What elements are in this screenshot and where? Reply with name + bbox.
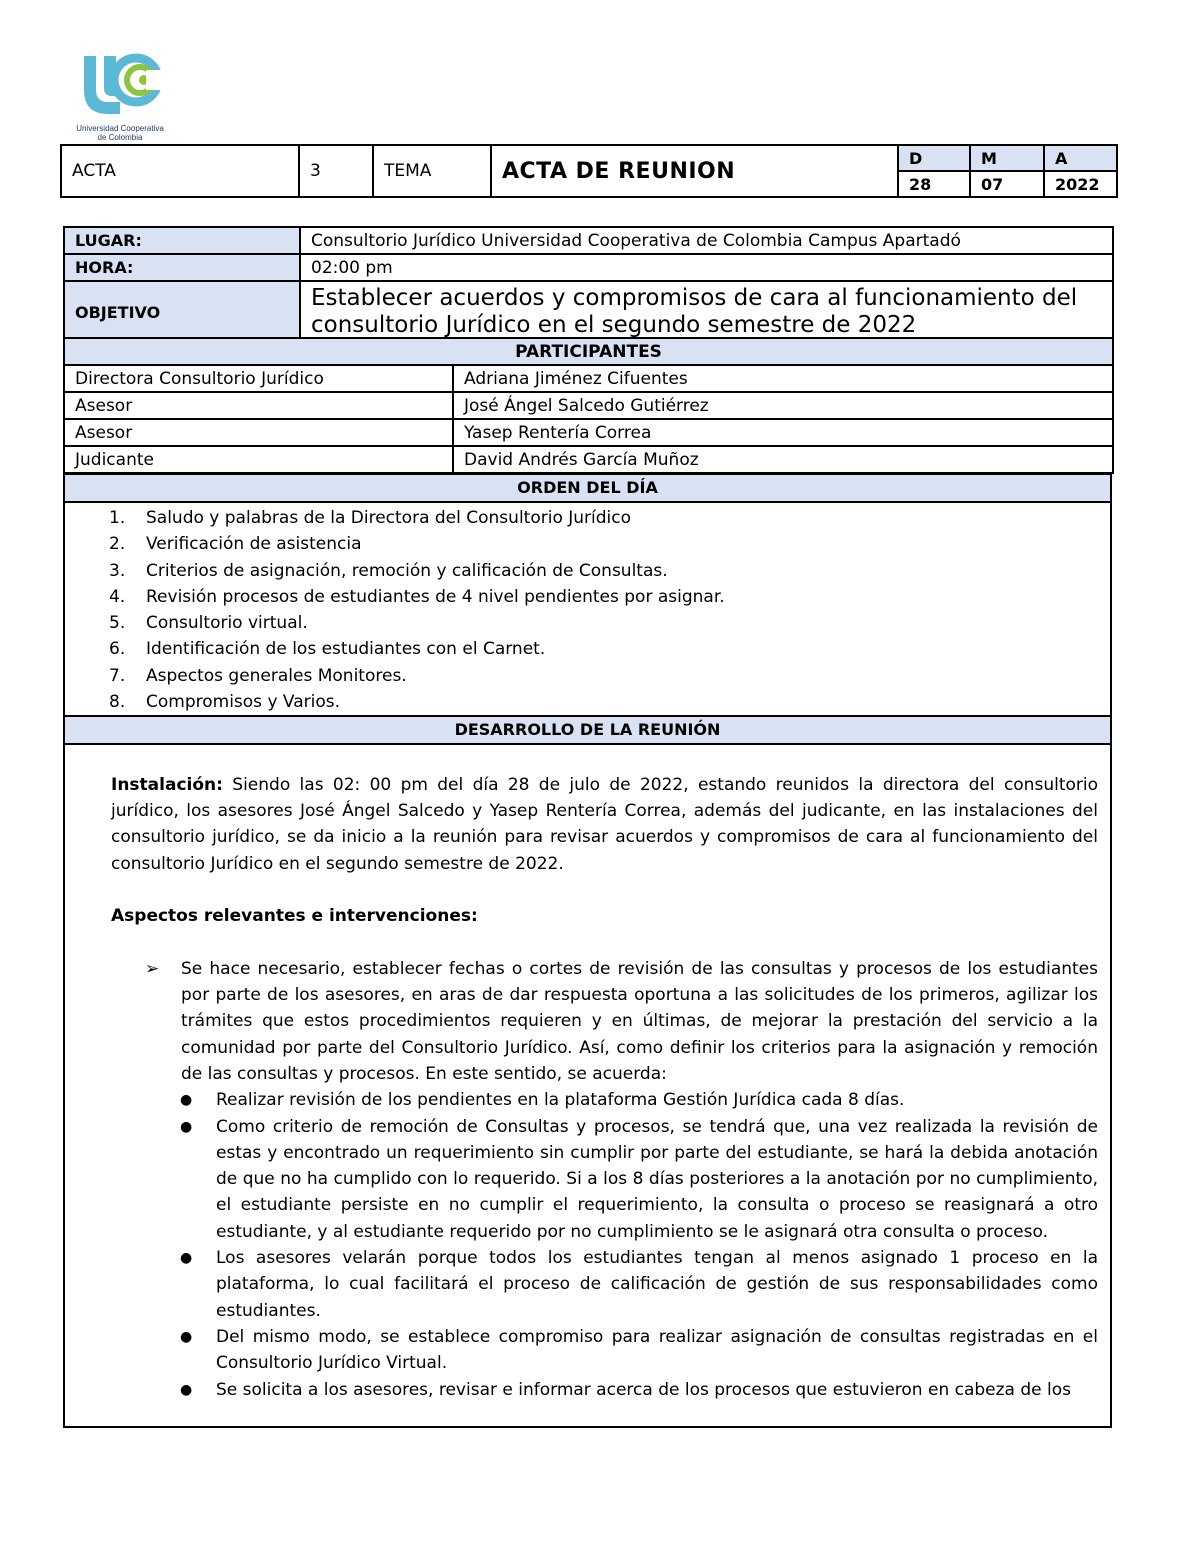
participant-role: Asesor — [64, 392, 453, 419]
agenda-item-text: Criterios de asignación, remoción y calificación de Consultas. — [146, 560, 668, 581]
participant-name: José Ángel Salcedo Gutiérrez — [453, 392, 1113, 419]
agenda-title: ORDEN DEL DÍA — [65, 475, 1110, 503]
agenda-item-number: 8. — [109, 692, 126, 713]
agenda-item-text: Revisión procesos de estudiantes de 4 nivel pendientes por asignar. — [146, 586, 725, 607]
agenda-item-text: Saludo y palabras de la Directora del Consultorio Jurídico — [146, 508, 632, 528]
agenda-item-text: Identificación de los estudiantes con el Carnet. — [146, 639, 546, 660]
agenda-item-number: 6. — [109, 639, 126, 660]
agreement-item: ● Realizar revisión de los pendientes en la plataforma Gestión Jurídica cada 8 días. — [216, 1087, 1098, 1113]
agenda-item-number: 3. — [109, 560, 126, 581]
lugar-label: LUGAR: — [64, 227, 300, 254]
tema-label: TEMA — [373, 145, 491, 197]
participant-role: Asesor — [64, 419, 453, 446]
arrow-item-text: Se hace necesario, establecer fechas o cortes de revisión de las consultas y procesos de los estudiantes por parte de los asesores, en aras de dar respuesta oportuna a las solicitudes de los primeros, agilizar los trámites que estos procedimientos requieren y en últimas, de mejorar la prestación del servicio a la comunidad por parte del Consultorio Jurídico. Así, como definir los criterios para la asignación y remoción de las consultas y procesos. En este sentido, se acuerda: — [181, 958, 1098, 1084]
arrow-item — [111, 956, 1098, 1087]
agenda-item-text: Compromisos y Varios. — [146, 692, 341, 713]
agenda-item — [65, 610, 1110, 636]
installation-text: Siendo las 02: 00 pm del día 28 de julo de 2022, estando reunidos la directora del consultorio jurídico, los asesores José Ángel Salcedo y Yasep Rentería Correa, además del judicante, en las instalaciones del consultorio jurídico, se da inicio a la reunión para revisar acuerdos y compromisos de cara al funcionamiento del consultorio Jurídico en el segundo semestre de 2022. — [111, 774, 1098, 874]
date-month-value: 07 — [970, 171, 1044, 197]
agenda-and-development — [63, 473, 1112, 1428]
participant-row — [64, 446, 1113, 473]
lugar-value: Consultorio Jurídico Universidad Cooperativa de Colombia Campus Apartadó — [300, 227, 1113, 254]
info-table — [63, 226, 1114, 344]
participant-row — [64, 365, 1113, 392]
agenda-item — [65, 663, 1110, 689]
agreement-item: ● Se solicita a los asesores, revisar e informar acerca de los procesos que estuvieron en cabeza de los — [216, 1377, 1098, 1403]
agenda-item — [65, 531, 1110, 557]
acta-label: ACTA — [61, 145, 299, 197]
date-day-label: D — [898, 145, 970, 171]
agreements-list — [111, 1087, 1098, 1403]
bullet-icon: ● — [180, 1381, 193, 1398]
date-year-label: A — [1044, 145, 1117, 171]
document-title: ACTA DE REUNION — [491, 145, 898, 197]
installation-paragraph — [111, 772, 1098, 877]
hora-label: HORA: — [64, 254, 300, 281]
agenda-item — [65, 505, 1110, 531]
agenda-item — [65, 584, 1110, 610]
bullet-icon: ● — [180, 1250, 193, 1267]
agenda-item-number: 1. — [109, 508, 126, 528]
objetivo-value: Establecer acuerdos y compromisos de cara al funcionamiento del consultorio Jurídico en el segundo semestre de 2022 — [300, 281, 1113, 343]
participant-name: Adriana Jiménez Cifuentes — [453, 365, 1113, 392]
agenda-item-number: 7. — [109, 665, 126, 686]
agenda-item — [65, 636, 1110, 662]
header-table — [60, 144, 1118, 198]
agenda-item-number: 2. — [109, 534, 126, 555]
participant-role: Directora Consultorio Jurídico — [64, 365, 453, 392]
arrow-bullet-icon: ➢ — [145, 958, 160, 979]
participants-title: PARTICIPANTES — [64, 338, 1113, 365]
bullet-icon: ● — [180, 1328, 193, 1345]
logo-line-2: de Colombia — [97, 133, 143, 142]
agenda-item-number: 5. — [109, 613, 126, 634]
development-title: DESARROLLO DE LA REUNIÓN — [65, 715, 1110, 745]
objetivo-label: OBJETIVO — [64, 281, 300, 343]
participants-table — [63, 337, 1114, 474]
participant-row — [64, 392, 1113, 419]
agreement-item: ● Los asesores velarán porque todos los estudiantes tengan al menos asignado 1 proceso en la plataforma, lo cual facilitará el proceso de calificación de gestión de sus responsabilidades como estudiantes. — [216, 1245, 1098, 1324]
university-logo — [64, 52, 176, 144]
agenda-item — [65, 689, 1110, 715]
bullet-icon: ● — [180, 1092, 193, 1109]
installation-label: Instalación: — [111, 774, 223, 795]
date-day-value: 28 — [898, 171, 970, 197]
participant-name: David Andrés García Muñoz — [453, 446, 1113, 473]
agenda-item-text: Aspectos generales Monitores. — [146, 665, 407, 686]
development-body — [65, 745, 1110, 1402]
aspects-heading: Aspectos relevantes e intervenciones: — [111, 906, 478, 927]
agenda-item-text: Verificación de asistencia — [146, 534, 362, 555]
logo-line-1: Universidad Cooperativa — [76, 124, 164, 133]
agenda-item-number: 4. — [109, 586, 126, 607]
date-year-value: 2022 — [1044, 171, 1117, 197]
agenda-item — [65, 558, 1110, 584]
agenda-item-text: Consultorio virtual. — [146, 613, 308, 634]
hora-value: 02:00 pm — [300, 254, 1113, 281]
participant-name: Yasep Rentería Correa — [453, 419, 1113, 446]
agenda-list — [65, 503, 1110, 715]
agreement-item: ● Del mismo modo, se establece compromiso para realizar asignación de consultas registradas en el Consultorio Jurídico Virtual. — [216, 1324, 1098, 1377]
date-month-label: M — [970, 145, 1044, 171]
agreement-item: ● Como criterio de remoción de Consultas y procesos, se tendrá que, una vez realizada la revisión de estas y encontrado un requerimiento sin cumplir por parte del estudiante, se hará la debida anotación de que no ha cumplido con lo requerido. Si a los 8 días posteriores a la anotación por no cumplimiento, el estudiante persiste en no cumplir el requerimiento, la consulta o proceso se reasignará a otro estudiante, y al estudiante requerido por no cumplimiento se le asignará otra consulta o proceso. — [216, 1114, 1098, 1245]
participant-role: Judicante — [64, 446, 453, 473]
acta-number: 3 — [299, 145, 373, 197]
participant-row — [64, 419, 1113, 446]
bullet-icon: ● — [180, 1118, 193, 1135]
